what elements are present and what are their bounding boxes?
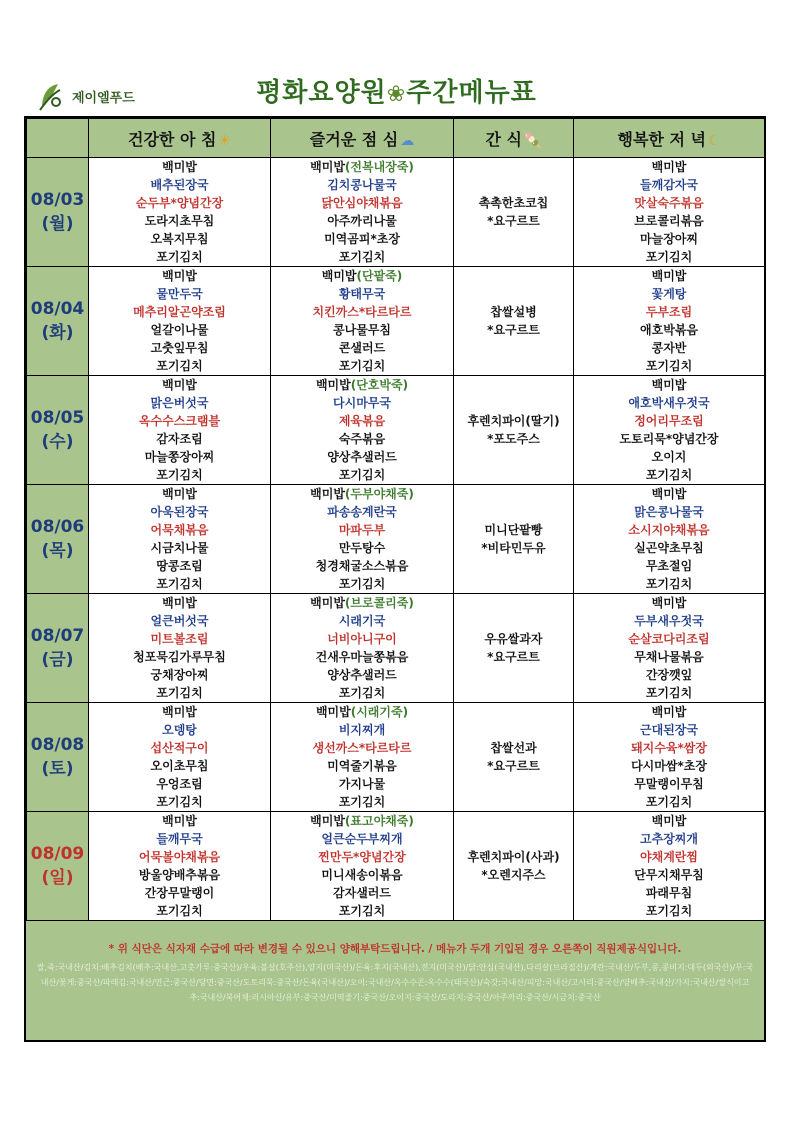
lunch-cell	[271, 158, 454, 267]
title-main: 평화요양원	[256, 78, 387, 108]
menu-item: 포기김치	[156, 468, 203, 482]
breakfast-cell	[89, 267, 271, 376]
menu-item: 포기김치	[645, 686, 693, 700]
menu-item: 양상추샐러드	[327, 668, 397, 682]
menu-item: 백미밥(전복내장죽)	[310, 160, 414, 174]
snack-cell	[454, 594, 574, 703]
snack-item: *요구르트	[487, 650, 540, 664]
menu-item: 소시지야채볶음	[628, 523, 710, 537]
menu-item: 물만두국	[156, 287, 203, 301]
menu-item: 포기김치	[645, 468, 693, 482]
menu-item: 두부새우젓국	[634, 614, 704, 628]
menu-item: 시금치나물	[150, 541, 209, 555]
menu-item: 아주까리나물	[327, 214, 397, 228]
menu-item: 우엉조림	[156, 777, 203, 791]
lunch-cell	[271, 812, 454, 921]
menu-item: 백미밥	[162, 705, 197, 719]
menu-item: 땅콩조림	[156, 559, 203, 573]
lunch-cell	[271, 485, 454, 594]
dinner-cell	[574, 158, 765, 267]
menu-item: 양상추샐러드	[327, 450, 397, 464]
menu-item: 야채계란찜	[640, 850, 698, 864]
lunch-cell	[271, 376, 454, 485]
menu-item: 포기김치	[156, 795, 203, 809]
day-label	[27, 812, 89, 921]
snack-cell	[454, 267, 574, 376]
snack-item: 찹쌀선과	[490, 741, 537, 755]
menu-item: 포기김치	[156, 577, 203, 591]
menu-item: 감자샐러드	[333, 886, 391, 900]
menu-item: 찐만두*양념간장	[318, 850, 406, 864]
day-weekday: (토)	[41, 759, 74, 779]
porridge-note: (표고야채죽)	[344, 814, 414, 828]
menu-item: 닭안심야채볶음	[321, 196, 403, 210]
lunch-cell	[271, 703, 454, 812]
breakfast-cell	[89, 376, 271, 485]
menu-item: 생선까스*타르타르	[312, 741, 412, 755]
menu-item: 백미밥	[651, 487, 687, 501]
menu-item: 순두부*양념간장	[135, 196, 224, 210]
menu-item: 포기김치	[156, 904, 203, 918]
day-row	[27, 376, 765, 485]
menu-item: 백미밥	[651, 596, 687, 610]
dinner-cell	[574, 703, 765, 812]
header-row	[27, 119, 765, 158]
menu-item: 오뎅탕	[162, 723, 197, 737]
moon-icon: ☾	[707, 132, 721, 149]
snack-cell	[454, 158, 574, 267]
day-label	[27, 267, 89, 376]
day-weekday: (화)	[41, 323, 74, 343]
menu-item: 돼지수육*쌈장	[631, 741, 707, 755]
sun-icon: ☀	[218, 132, 231, 149]
menu-item: 꽃게탕	[651, 287, 687, 301]
menu-item: 포기김치	[156, 359, 203, 373]
menu-item: 근대된장국	[640, 723, 698, 737]
menu-item: 백미밥	[162, 378, 197, 392]
dinner-cell	[574, 376, 765, 485]
menu-item: 백미밥	[651, 705, 687, 719]
menu-item: 실곤약초무침	[634, 541, 704, 555]
menu-item: 브로콜리볶음	[634, 214, 704, 228]
porridge-note: (단팥죽)	[356, 269, 403, 283]
menu-item: 무채나물볶음	[634, 650, 704, 664]
corner-cell	[27, 119, 89, 158]
menu-item: 시래기국	[338, 614, 386, 628]
day-weekday: (목)	[41, 541, 74, 561]
day-date: 08/05	[30, 408, 85, 428]
snack-item: 촉촉한초코칩	[478, 196, 549, 210]
menu-item: 만두탕수	[338, 541, 386, 555]
menu-item: 들깨무국	[156, 832, 203, 846]
day-label	[27, 703, 89, 812]
menu-item: 백미밥	[651, 269, 687, 283]
snack-item: 찹쌀설병	[490, 305, 537, 319]
menu-item: 얼갈이나물	[150, 323, 209, 337]
day-row	[27, 158, 765, 267]
menu-item: 백미밥	[162, 160, 197, 174]
menu-table-container	[24, 116, 766, 1042]
header-lunch: 즐거운 점 심 ☁	[271, 119, 454, 158]
porridge-note: (전복내장죽)	[344, 160, 414, 174]
menu-item: 미트볼조림	[150, 632, 209, 646]
menu-item: 포기김치	[338, 577, 386, 591]
menu-item: 포기김치	[645, 359, 693, 373]
menu-item: 마파두부	[338, 523, 386, 537]
day-row	[27, 812, 765, 921]
menu-item: 가지나물	[338, 777, 386, 791]
menu-item: 맑은버섯국	[150, 396, 209, 410]
menu-item: 궁채장아찌	[150, 668, 209, 682]
snack-cell	[454, 703, 574, 812]
day-label	[27, 376, 89, 485]
menu-item: 포기김치	[338, 250, 386, 264]
lunch-cell	[271, 594, 454, 703]
menu-item: 마늘장아찌	[640, 232, 698, 246]
header-dinner: 행복한 저 녁 ☾	[574, 119, 765, 158]
breakfast-cell	[89, 703, 271, 812]
snack-item: *오렌지주스	[481, 868, 546, 882]
menu-item: 백미밥	[162, 487, 197, 501]
menu-item: 얼큰순두부찌개	[321, 832, 403, 846]
menu-item: 백미밥(두부야채죽)	[310, 487, 414, 501]
porridge-note: (단호박죽)	[350, 378, 409, 392]
menu-item: 감자조림	[156, 432, 203, 446]
menu-item: 건새우마늘쫑볶음	[315, 650, 409, 664]
snack-item: *요구르트	[487, 214, 540, 228]
breakfast-cell	[89, 158, 271, 267]
day-row	[27, 267, 765, 376]
weekly-menu-table	[26, 118, 765, 921]
menu-item: 콩자반	[651, 341, 687, 355]
menu-item: 포기김치	[156, 250, 203, 264]
day-date: 08/03	[30, 190, 85, 210]
menu-item: 오복지무침	[150, 232, 209, 246]
title-sub: 주간메뉴표	[406, 78, 537, 108]
dinner-cell	[574, 485, 765, 594]
snack-item: *요구르트	[487, 323, 540, 337]
day-weekday: (일)	[41, 868, 74, 888]
menu-item: 맛살숙주볶음	[634, 196, 704, 210]
snack-item: 우유쌀과자	[484, 632, 543, 646]
menu-item: 순살코다리조림	[628, 632, 710, 646]
menu-item: 다시마쌈*초장	[631, 759, 707, 773]
menu-item: 백미밥	[162, 269, 197, 283]
menu-item: 백미밥	[162, 814, 197, 828]
menu-item: 포기김치	[645, 250, 693, 264]
day-date: 08/06	[30, 517, 85, 537]
menu-item: 메추리알곤약조림	[133, 305, 226, 319]
menu-item: 제육볶음	[338, 414, 386, 428]
menu-item: 백미밥(표고야채죽)	[310, 814, 414, 828]
menu-item: 백미밥	[651, 378, 687, 392]
day-weekday: (수)	[41, 432, 74, 452]
snack-item: *포도주스	[487, 432, 540, 446]
origin-text: 쌀,죽:국내산/김치:배추김치(배추:국내산,고춧가루:중국산)/우육:볼살(호주산),양지(미국산)/돈육:후지(국내산),전지(미국산)/닭:안심(국내산),다리살(브라질산)/계란:국내산/두부,콩,콩비지:대두(외국산)/무:국내산/꽃게:중국산/파래김:국내산/연근:중국산/당면:중국산/도토리묵:중국산/돈육(국내산)/오이:국내산/옥수수콘:옥수수(태국산)/숙갓:국내산/피망:국내산/고사리:중국산/양배추:국내산/가지:국내산/쌀식이고추:국내산/북어채:러시아산/유부:중국산/미역줄기:중국산/오이지:중국산/도라지:중국산/아주까리:중국산/시금치:중국산	[36, 963, 754, 1002]
day-date: 08/08	[30, 735, 85, 755]
header-snack: 간 식 🍡	[454, 119, 574, 158]
menu-item: 비지찌개	[338, 723, 386, 737]
menu-item: 백미밥	[651, 814, 687, 828]
day-date: 08/04	[30, 299, 85, 319]
menu-item: 다시마무국	[333, 396, 391, 410]
menu-item: 미니새송이볶음	[321, 868, 403, 882]
menu-item: 무말랭이무침	[634, 777, 704, 791]
menu-item: 포기김치	[338, 795, 386, 809]
porridge-note: (브로콜리죽)	[344, 596, 414, 610]
menu-item: 포기김치	[645, 577, 693, 591]
menu-item: 김치콩나물국	[327, 178, 397, 192]
menu-item: 파송송계란국	[327, 505, 397, 519]
menu-item: 백미밥(브로콜리죽)	[310, 596, 414, 610]
menu-item: 배추된장국	[150, 178, 209, 192]
day-label	[27, 158, 89, 267]
day-row	[27, 703, 765, 812]
dinner-cell	[574, 267, 765, 376]
menu-item: 백미밥(단팥죽)	[321, 269, 403, 283]
day-label	[27, 594, 89, 703]
dinner-cell	[574, 594, 765, 703]
day-weekday: (금)	[41, 650, 74, 670]
menu-item: 포기김치	[338, 359, 386, 373]
day-row	[27, 485, 765, 594]
flower-icon: ❀	[386, 82, 407, 107]
menu-item: 옥수수스크램블	[138, 414, 221, 428]
menu-item: 들깨감자국	[640, 178, 698, 192]
menu-item: 아욱된장국	[150, 505, 209, 519]
menu-item: 포기김치	[645, 904, 693, 918]
snack-item: 후렌치파이(딸기)	[467, 414, 560, 428]
menu-item: 포기김치	[156, 686, 203, 700]
menu-item: 황태무국	[338, 287, 386, 301]
menu-item: 백미밥(시래기죽)	[315, 705, 409, 719]
menu-item: 고춧잎무침	[150, 341, 209, 355]
menu-item: 정어리무조림	[634, 414, 704, 428]
snack-cell	[454, 812, 574, 921]
menu-item: 도토리묵*양념간장	[619, 432, 719, 446]
menu-item: 두부조림	[645, 305, 693, 319]
menu-item: 오이지	[651, 450, 687, 464]
menu-item: 포기김치	[338, 904, 386, 918]
brand-name: 제이엘푸드	[72, 90, 135, 106]
menu-item: 청포묵김가루무침	[133, 650, 226, 664]
menu-item: 청경채굴소스볶음	[315, 559, 409, 573]
menu-item: 백미밥(단호박죽)	[315, 378, 409, 392]
menu-item: 방울양배추볶음	[138, 868, 221, 882]
menu-item: 단무지채무침	[634, 868, 704, 882]
lunch-cell	[271, 267, 454, 376]
menu-item: 간장무말랭이	[144, 886, 215, 900]
menu-item: 미역곰피*초장	[324, 232, 400, 246]
menu-item: 고추장찌개	[640, 832, 698, 846]
menu-item: 콩나물무침	[333, 323, 391, 337]
snack-item: 후렌치파이(사과)	[467, 850, 560, 864]
menu-item: 백미밥	[651, 160, 687, 174]
breakfast-cell	[89, 485, 271, 594]
menu-item: 애호박새우젓국	[628, 396, 710, 410]
menu-item: 마늘쫑장아찌	[144, 450, 215, 464]
day-date: 08/09	[30, 844, 85, 864]
menu-item: 포기김치	[338, 468, 386, 482]
snack-cell	[454, 485, 574, 594]
day-date: 08/07	[30, 626, 85, 646]
day-weekday: (월)	[41, 214, 74, 234]
menu-item: 미역줄기볶음	[327, 759, 397, 773]
day-row	[27, 594, 765, 703]
menu-item: 백미밥	[162, 596, 197, 610]
menu-item: 숙주볶음	[338, 432, 386, 446]
menu-item: 애호박볶음	[640, 323, 698, 337]
day-label	[27, 485, 89, 594]
menu-item: 맑은콩나물국	[634, 505, 704, 519]
header-breakfast: 건강한 아 침 ☀	[89, 119, 271, 158]
menu-item: 포기김치	[338, 686, 386, 700]
menu-item: 포기김치	[645, 795, 693, 809]
menu-item: 너비아니구이	[327, 632, 397, 646]
notice-text: * 위 식단은 식자재 수급에 따라 변경될 수 있으니 양해부탁드립니다. / 메뉴가 두개 기입된 경우 오른쪽이 직원제공식입니다.	[108, 943, 682, 955]
page-title	[0, 72, 793, 109]
menu-item: 어묵볼야채볶음	[138, 850, 221, 864]
menu-item: 어묵채볶음	[150, 523, 209, 537]
menu-item: 콘샐러드	[338, 341, 386, 355]
menu-item: 무초절임	[645, 559, 693, 573]
skewer-icon: 🍡	[524, 132, 542, 149]
dinner-cell	[574, 812, 765, 921]
menu-item: 파래무침	[645, 886, 693, 900]
menu-item: 얼큰버섯국	[150, 614, 209, 628]
porridge-note: (두부야채죽)	[344, 487, 414, 501]
menu-item: 간장깻잎	[645, 668, 693, 682]
cloud-icon: ☁	[400, 132, 415, 149]
snack-cell	[454, 376, 574, 485]
porridge-note: (시래기죽)	[350, 705, 409, 719]
menu-item: 치킨까스*타르타르	[312, 305, 412, 319]
breakfast-cell	[89, 812, 271, 921]
snack-item: *요구르트	[487, 759, 540, 773]
menu-item: 오이초무침	[150, 759, 209, 773]
breakfast-cell	[89, 594, 271, 703]
snack-item: *비타민두유	[481, 541, 546, 555]
menu-item: 섭산적구이	[150, 741, 209, 755]
menu-item: 도라지초무침	[144, 214, 215, 228]
footer	[26, 929, 764, 1040]
snack-item: 미니단팥빵	[484, 523, 543, 537]
